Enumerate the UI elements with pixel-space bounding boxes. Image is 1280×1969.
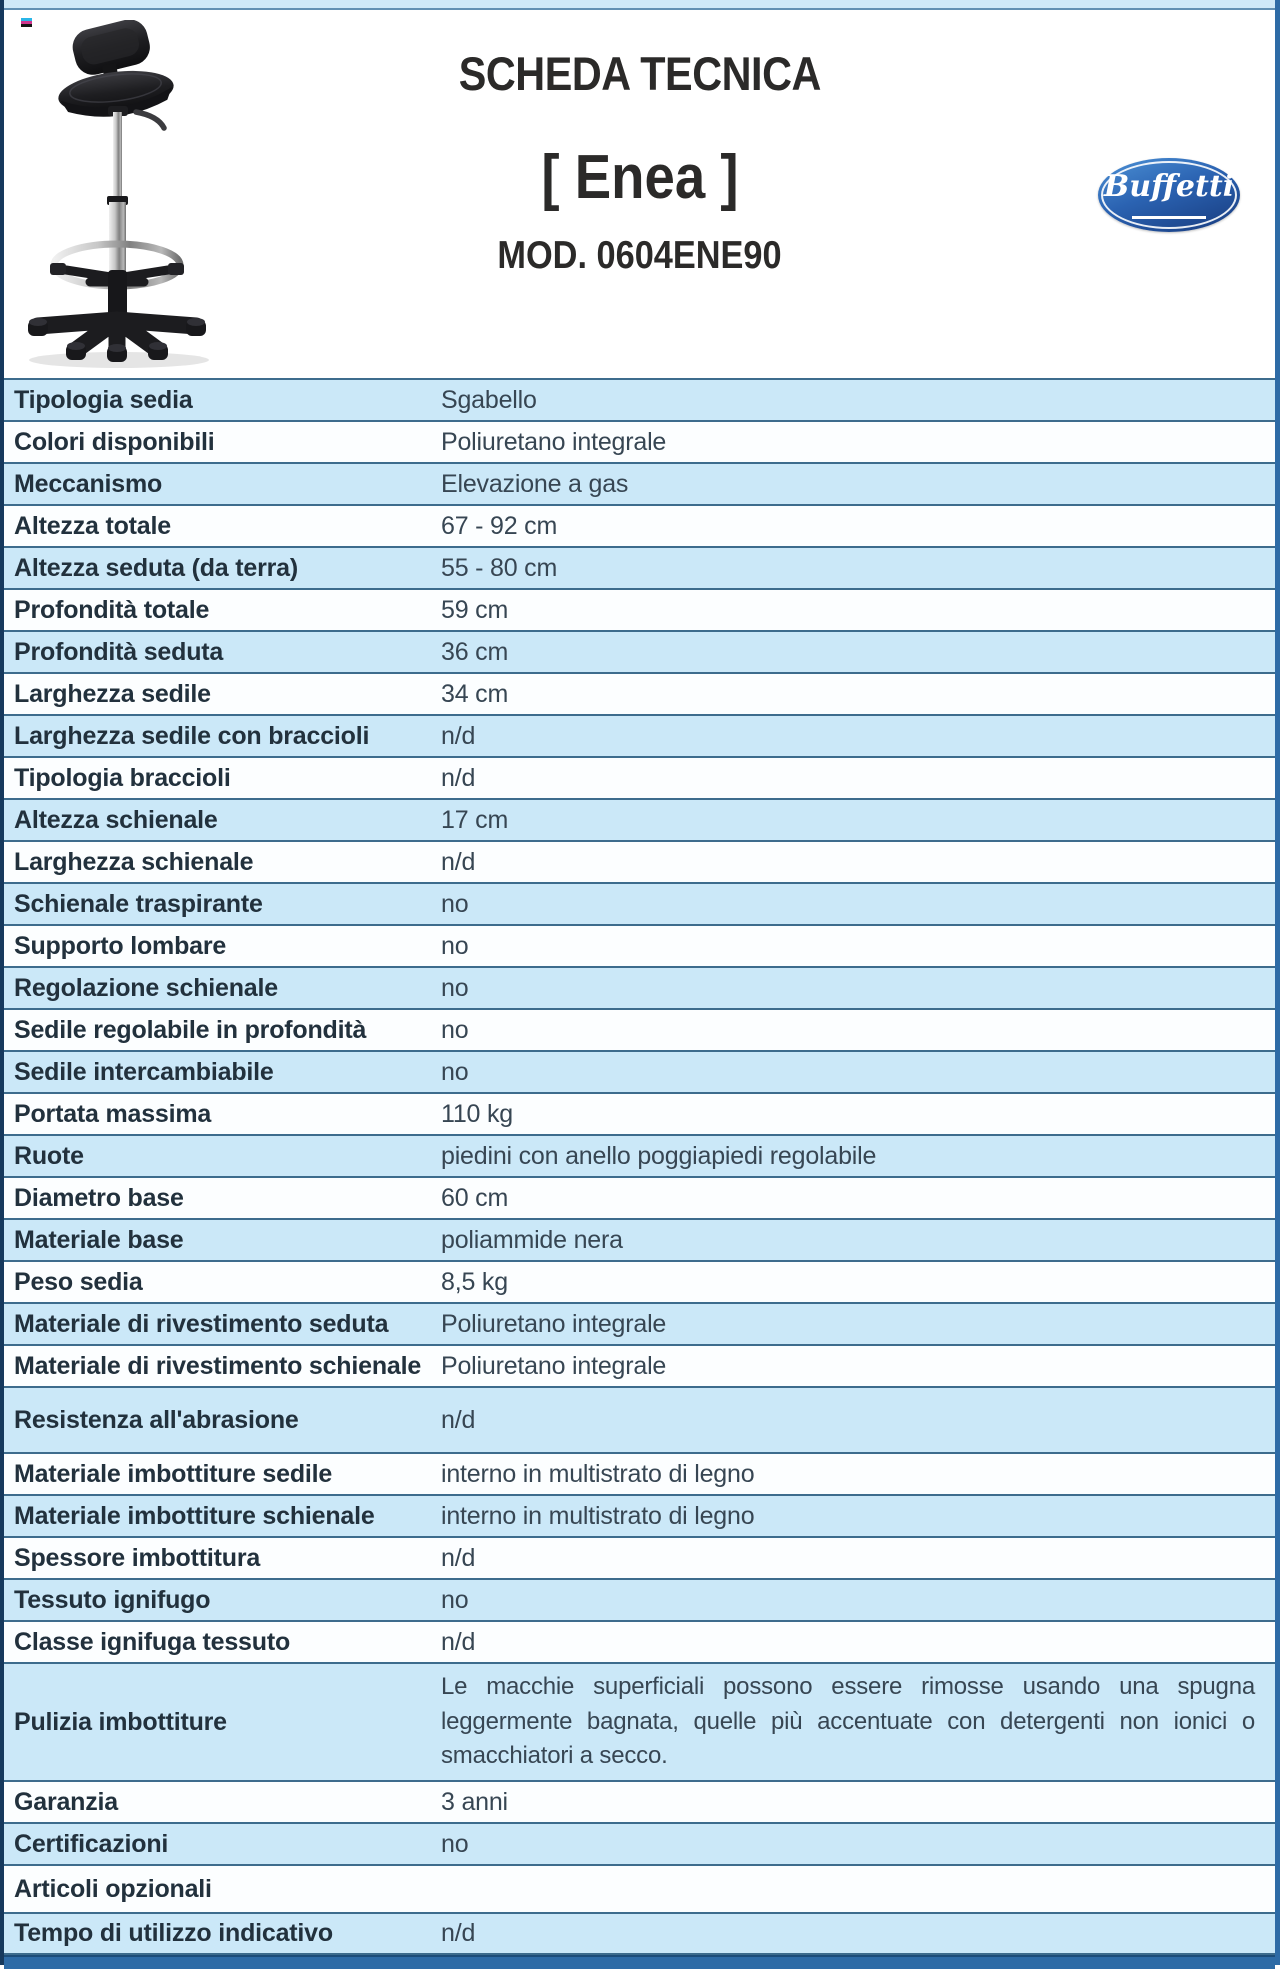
spec-row <box>4 548 1275 590</box>
spec-label: Peso sedia <box>14 1267 143 1296</box>
spec-row <box>4 1262 1275 1304</box>
spec-value: 17 cm <box>441 805 509 834</box>
spec-row <box>4 758 1275 800</box>
spec-value: no <box>441 1829 469 1858</box>
spec-value: 3 anni <box>441 1787 508 1816</box>
spec-row <box>4 1824 1275 1866</box>
spec-value: 110 kg <box>441 1099 514 1128</box>
spec-value: n/d <box>441 1543 476 1572</box>
spec-row <box>4 380 1275 422</box>
spec-label: Colori disponibili <box>14 427 215 456</box>
spec-label: Meccanismo <box>14 469 163 498</box>
spec-value: 59 cm <box>441 595 509 624</box>
spec-value: no <box>441 1015 469 1044</box>
spec-label: Materiale imbottiture sedile <box>14 1459 333 1488</box>
spec-label: Articoli opzionali <box>14 1874 212 1903</box>
spec-value: no <box>441 1585 469 1614</box>
spec-label: Certificazioni <box>14 1829 169 1858</box>
spec-value: poliammide nera <box>441 1225 623 1254</box>
doc-title-text: SCHEDA TECNICA <box>458 47 821 100</box>
spec-value: n/d <box>441 847 476 876</box>
spec-row <box>4 1496 1275 1538</box>
buffetti-logo <box>1098 158 1240 232</box>
spec-label: Spessore imbottitura <box>14 1543 261 1572</box>
spec-value: Poliuretano integrale <box>441 1351 667 1380</box>
spec-label: Larghezza sedile <box>14 679 211 708</box>
spec-value: 60 cm <box>441 1183 509 1212</box>
spec-row <box>4 926 1275 968</box>
spec-row <box>4 1388 1275 1454</box>
spec-label: Materiale di rivestimento schienale <box>14 1351 422 1380</box>
spec-label: Ruote <box>14 1141 84 1170</box>
spec-label: Schienale traspirante <box>14 889 263 918</box>
spec-row <box>4 800 1275 842</box>
spec-label: Altezza schienale <box>14 805 218 834</box>
spec-row <box>4 1664 1275 1782</box>
spec-row <box>4 968 1275 1010</box>
spec-value: Elevazione a gas <box>441 469 629 498</box>
doc-title <box>4 46 1275 101</box>
model-code-text: MOD. 0604ENE90 <box>497 234 782 277</box>
product-name <box>4 142 1275 213</box>
spec-row <box>4 1622 1275 1664</box>
spec-row <box>4 884 1275 926</box>
spec-label: Larghezza schienale <box>14 847 254 876</box>
spec-value: 8,5 kg <box>441 1267 508 1296</box>
spec-label: Diametro base <box>14 1183 184 1212</box>
spec-value: interno in multistrato di legno <box>441 1459 755 1488</box>
page-top-strip <box>4 0 1275 10</box>
spec-label: Pulizia imbottiture <box>14 1707 227 1736</box>
spec-row <box>4 506 1275 548</box>
spec-label: Portata massima <box>14 1099 212 1128</box>
spec-row <box>4 842 1275 884</box>
header <box>4 10 1275 378</box>
spec-label: Tipologia sedia <box>14 385 193 414</box>
page-bottom-bar <box>4 1955 1275 1969</box>
spec-value: interno in multistrato di legno <box>441 1501 755 1530</box>
spec-value: no <box>441 931 469 960</box>
spec-label: Larghezza sedile con braccioli <box>14 721 370 750</box>
model-code <box>4 234 1275 278</box>
spec-value: 36 cm <box>441 637 509 666</box>
spec-row <box>4 1346 1275 1388</box>
spec-row <box>4 1782 1275 1824</box>
spec-value: Le macchie superficiali possono essere rimosse usando una spugna leggermente bagnata, quelle più accentuate con detergenti non ionici o smacchiatori a secco. <box>441 1672 1255 1770</box>
spec-value: 34 cm <box>441 679 509 708</box>
spec-value: n/d <box>441 1627 476 1656</box>
spec-row <box>4 1010 1275 1052</box>
spec-label: Resistenza all'abrasione <box>14 1405 299 1434</box>
spec-value: Poliuretano integrale <box>441 1309 667 1338</box>
spec-table <box>4 378 1275 1955</box>
spec-row <box>4 1866 1275 1914</box>
spec-label: Sedile intercambiabile <box>14 1057 274 1086</box>
logo-underline <box>1132 216 1206 219</box>
spec-row <box>4 1304 1275 1346</box>
spec-value: no <box>441 973 469 1002</box>
spec-label: Sedile regolabile in profondità <box>14 1015 367 1044</box>
spec-row <box>4 1136 1275 1178</box>
logo-text: Buffetti <box>1103 169 1235 204</box>
spec-label: Regolazione schienale <box>14 973 278 1002</box>
spec-row <box>4 1178 1275 1220</box>
spec-row <box>4 1220 1275 1262</box>
spec-row <box>4 632 1275 674</box>
spec-value: n/d <box>441 1405 476 1434</box>
spec-label: Tipologia braccioli <box>14 763 231 792</box>
spec-row <box>4 674 1275 716</box>
spec-value: 67 - 92 cm <box>441 511 558 540</box>
spec-value: Sgabello <box>441 385 537 414</box>
spec-label: Altezza seduta (da terra) <box>14 553 298 582</box>
spec-label: Supporto lombare <box>14 931 227 960</box>
spec-value: Poliuretano integrale <box>441 427 667 456</box>
spec-label: Materiale imbottiture schienale <box>14 1501 375 1530</box>
product-name-text: [ Enea ] <box>540 143 739 212</box>
spec-value: no <box>441 1057 469 1086</box>
spec-label: Materiale di rivestimento seduta <box>14 1309 389 1338</box>
spec-row <box>4 1580 1275 1622</box>
spec-value: 55 - 80 cm <box>441 553 558 582</box>
spec-row <box>4 716 1275 758</box>
spec-value: n/d <box>441 1919 476 1947</box>
spec-label: Profondità seduta <box>14 637 224 666</box>
spec-label: Classe ignifuga tessuto <box>14 1627 291 1656</box>
spec-row <box>4 422 1275 464</box>
spec-label: Materiale base <box>14 1225 184 1254</box>
spec-label: Profondità totale <box>14 595 210 624</box>
spec-row <box>4 464 1275 506</box>
spec-row <box>4 1538 1275 1580</box>
spec-row <box>4 1052 1275 1094</box>
spec-value: n/d <box>441 721 476 750</box>
spec-row <box>4 1094 1275 1136</box>
spec-value: n/d <box>441 763 476 792</box>
spec-label: Tessuto ignifugo <box>14 1585 211 1614</box>
spec-row <box>4 1454 1275 1496</box>
spec-label: Tempo di utilizzo indicativo <box>14 1919 333 1947</box>
spec-label: Altezza totale <box>14 511 171 540</box>
spec-row <box>4 590 1275 632</box>
spec-label: Garanzia <box>14 1787 119 1816</box>
spec-value: no <box>441 889 469 918</box>
spec-row <box>4 1914 1275 1955</box>
spec-value: piedini con anello poggiapiedi regolabile <box>441 1141 877 1170</box>
